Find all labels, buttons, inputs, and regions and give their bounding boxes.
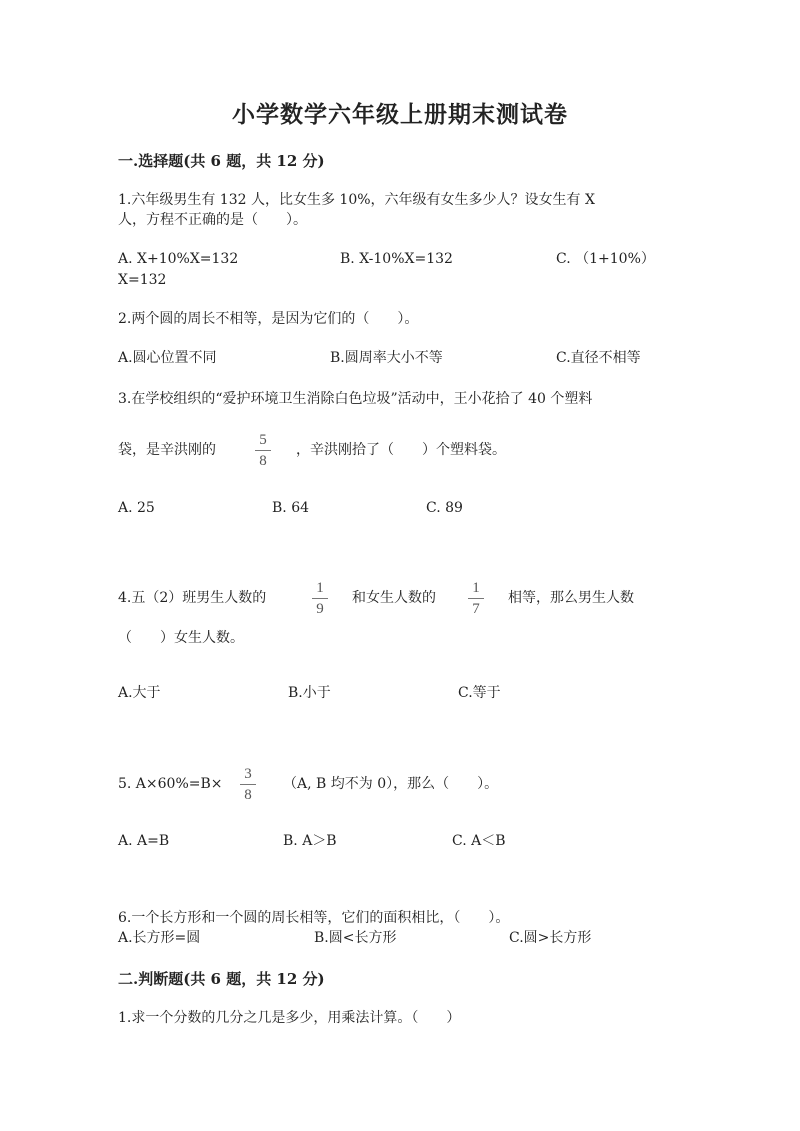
question-4-part-1: 4.五（2）班男生人数的: [118, 590, 267, 606]
question-3-line-2-end: ，辛洪刚拾了（ ）个塑料袋。: [296, 442, 506, 458]
fraction-denominator: 8: [259, 453, 267, 469]
fraction-bar: [255, 450, 271, 451]
question-3-option-b: B. 64: [272, 500, 310, 516]
fraction-denominator: 7: [472, 601, 480, 617]
question-3-line-1: 3.在学校组织的“爱护环境卫生消除白色垃圾”活动中，王小花拾了 40 个塑料: [118, 391, 593, 407]
question-6-option-b: B.圆<长方形: [314, 930, 397, 946]
question-1-line-1: 1.六年级男生有 132 人，比女生多 10%，六年级有女生多少人？设女生有 X: [118, 192, 595, 208]
fraction-numerator: 5: [259, 432, 267, 448]
question-2-option-a: A.圆心位置不同: [118, 350, 217, 366]
question-3-fraction: [255, 432, 271, 469]
fraction-bar: [468, 598, 484, 599]
fraction-denominator: 9: [316, 601, 324, 617]
question-5-option-b: B. A＞B: [283, 833, 337, 849]
question-6-text: 6.一个长方形和一个圆的周长相等，它们的面积相比，（ ）。: [118, 910, 510, 926]
question-3-option-c: C. 89: [426, 500, 463, 516]
question-5-fraction: [240, 766, 256, 803]
fraction-bar: [240, 784, 256, 785]
question-5-option-a: A. A=B: [118, 833, 170, 849]
question-5-option-c: C. A＜B: [452, 833, 506, 849]
question-5-part-2: （A, B 均不为 0），那么（ ）。: [283, 776, 499, 792]
question-1-option-c-continued: X=132: [118, 272, 167, 288]
question-4-line-2: （ ）女生人数。: [118, 630, 244, 646]
question-6-option-c: C.圆>长方形: [509, 930, 592, 946]
question-4-fraction-2: [468, 580, 484, 617]
question-1-option-c: C. （1+10%）: [556, 251, 655, 267]
question-4-fraction-1: [312, 580, 328, 617]
fraction-bar: [312, 598, 328, 599]
page-title: 小学数学六年级上册期末测试卷: [232, 101, 568, 128]
question-3-option-a: A. 25: [118, 500, 155, 516]
judgement-question-1-text: 1.求一个分数的几分之几是多少，用乘法计算。（ ）: [118, 1010, 461, 1026]
section-heading-choice: 一.选择题(共 6 题，共 12 分): [118, 152, 325, 170]
question-1-option-a: A. X+10%X=132: [118, 251, 239, 267]
question-4-option-c: C.等于: [458, 685, 501, 701]
question-2-option-c: C.直径不相等: [556, 350, 641, 366]
question-6-option-a: A.长方形=圆: [118, 930, 201, 946]
question-4-option-a: A.大于: [118, 685, 161, 701]
fraction-numerator: 1: [316, 580, 324, 596]
question-4-part-3: 相等，那么男生人数: [508, 590, 634, 606]
question-1-option-b: B. X-10%X=132: [340, 251, 453, 267]
fraction-denominator: 8: [244, 787, 252, 803]
question-2-option-b: B.圆周率大小不等: [330, 350, 443, 366]
question-2-text: 2.两个圆的周长不相等，是因为它们的（ ）。: [118, 311, 419, 327]
question-1-line-2: 人，方程不正确的是（ ）。: [118, 212, 307, 228]
question-3-line-2-start: 袋，是辛洪刚的: [118, 442, 216, 458]
question-5-part-1: 5. A×60%=B×: [118, 776, 223, 792]
fraction-numerator: 3: [244, 766, 252, 782]
question-4-part-2: 和女生人数的: [352, 590, 436, 606]
section-heading-judgement: 二.判断题(共 6 题，共 12 分): [118, 970, 325, 988]
question-4-option-b: B.小于: [288, 685, 331, 701]
fraction-numerator: 1: [472, 580, 480, 596]
